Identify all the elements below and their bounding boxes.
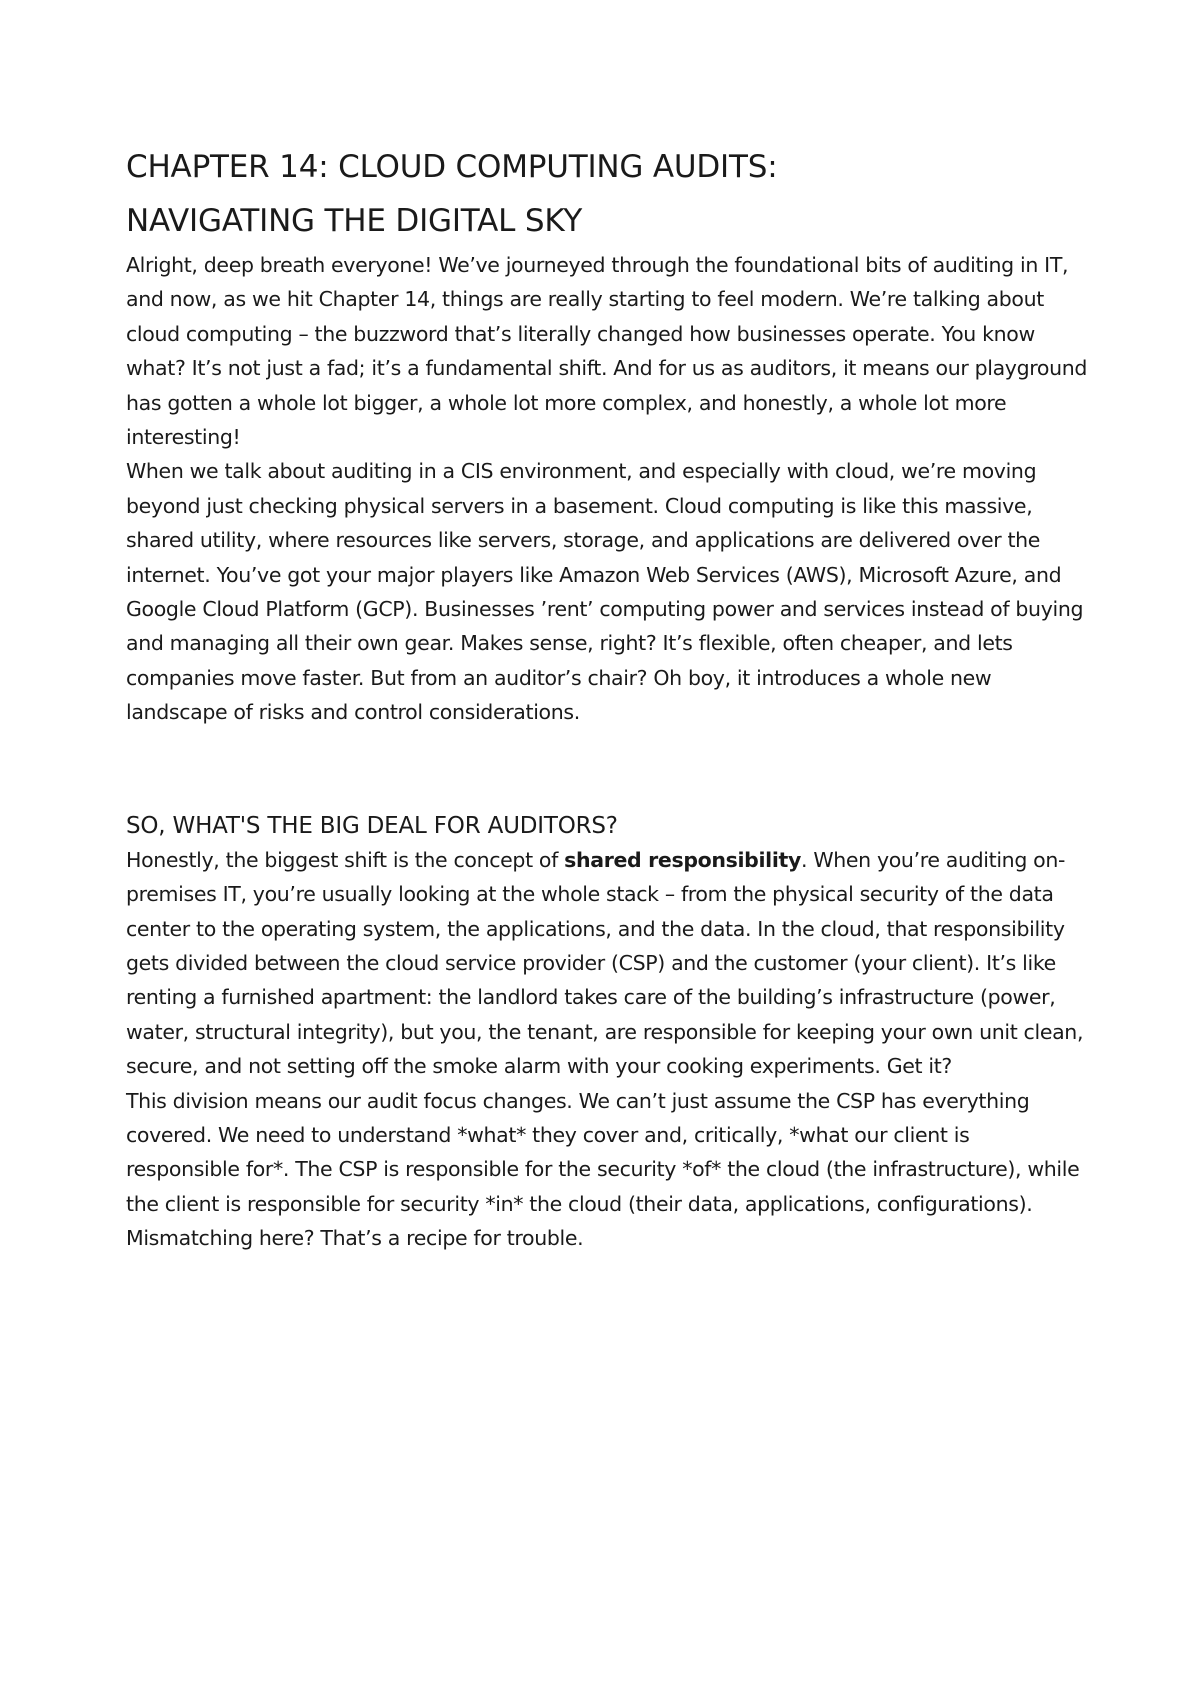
intro-paragraph-1: Alright, deep breath everyone! We’ve journeyed through the foundational bits of auditing in IT, and now, as we hit Chapter 14, things are really starting to feel modern. We’re talking about cloud computing – the buzzword that’s literally changed how businesses operate. You know what? It’s not just a fad; it’s a fundamental shift. And for us as auditors, it means our playground has gotten a whole lot bigger, a whole lot more complex, and honestly, a whole lot more interesting! [126, 253, 1088, 450]
chapter-title-line-1: CHAPTER 14: CLOUD COMPUTING AUDITS: [126, 149, 778, 185]
intro-paragraph-2: When we talk about auditing in a CIS environment, and especially with cloud, we’re moving beyond just checking physical servers in a basement. Cloud computing is like this massive, shared utility, where resources like servers, storage, and applications are delivered over the internet. You’ve got your major players like Amazon Web Services (AWS), Microsoft Azure, and Google Cloud Platform (GCP). Businesses ’rent’ computing power and services instead of buying and managing all their own gear. Makes sense, right? It’s flexible, often cheaper, and lets companies move faster. But from an auditor’s chair? Oh boy, it introduces a whole new landscape of risks and control considerations. [126, 459, 1084, 725]
chapter-title [126, 140, 1088, 248]
section-paragraph-1-end: . When you’re auditing on-premises IT, you’re usually looking at the whole stack – from the physical security of the data center to the operating system, the applications, and the data. In the cloud, that responsibility gets divided between the cloud service provider (CSP) and the customer (your client). It’s like renting a furnished apartment: the landlord takes care of the building’s infrastructure (power, water, structural integrity), but you, the tenant, are responsible for keeping your own unit clean, secure, and not setting off the smoke alarm with your cooking experiments. Get it? [126, 847, 1084, 1079]
shared-responsibility-term: shared responsibility [564, 847, 801, 872]
section-paragraph-2: This division means our audit focus changes. We can’t just assume the CSP has everything covered. We need to understand *what* they cover and, critically, *what our client is responsible for*. The CSP is responsible for the security *of* the cloud (the infrastructure), while the client is responsible for security *in* the cloud (their data, applications, configurations). Mismatching here? That’s a recipe for trouble. [126, 1088, 1080, 1251]
section-paragraph-1 [126, 843, 1088, 1084]
section-paragraph-1-start: Honestly, the biggest shift is the concept of [126, 847, 565, 872]
section-heading: SO, WHAT'S THE BIG DEAL FOR AUDITORS? [126, 812, 618, 839]
chapter-title-line-2: NAVIGATING THE DIGITAL SKY [126, 203, 583, 239]
document-page [126, 140, 1088, 1256]
